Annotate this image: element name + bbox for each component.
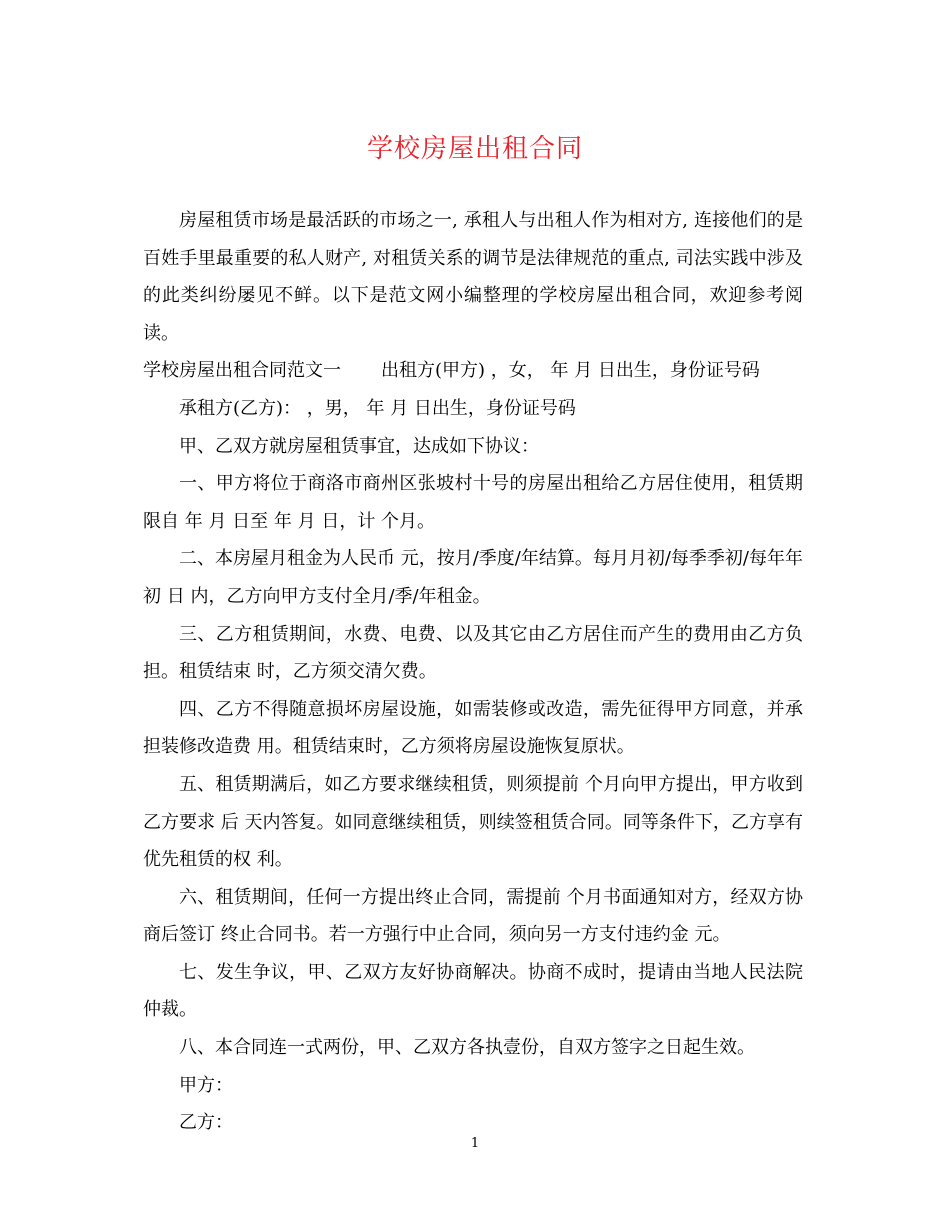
clause-2: 二、本房屋月租金为人民币 元，按月/季度/年结算。每月月初/每季季初/每年年初 日 内，乙方向甲方支付全月/季/年租金。 [143, 548, 803, 607]
clause-6: 六、租赁期间，任何一方提出终止合同，需提前 个月书面通知对方，经双方协商后签订 终止合同书。若一方强行中止合同，须向另一方支付违约金 元。 [143, 886, 803, 946]
document-title: 学校房屋出租合同 [366, 134, 583, 164]
document-body [143, 202, 803, 1142]
clause-3: 三、乙方租赁期间，水费、电费、以及其它由乙方居住而产生的费用由乙方负担。租赁结束 时，乙方须交清欠费。 [143, 623, 803, 683]
page-number: 1 [470, 1136, 480, 1151]
agreement-intro: 甲、乙双方就房屋租赁事宜，达成如下协议： [179, 435, 539, 457]
sample-heading-line [143, 352, 803, 390]
clause-8: 八、本合同连一式两份，甲、乙双方各执壹份，自双方签字之日起生效。 [179, 1037, 755, 1059]
party-a-signature-label: 甲方： [179, 1074, 233, 1096]
lessee-line: 承租方(乙方)： ，男， 年 月 日出生，身份证号码 [179, 397, 576, 419]
sample-heading: 学校房屋出租合同范文一 [143, 360, 341, 382]
party-b-signature-label: 乙方： [179, 1112, 233, 1134]
lessor-line: 出租方(甲方) ，女， 年 月 日出生，身份证号码 [381, 360, 760, 382]
clause-1: 一、甲方将位于商洛市商州区张坡村十号的房屋出租给乙方居住使用，租赁期限自 年 月 日至 年 月 日，计 个月。 [143, 473, 803, 532]
intro-paragraph: 房屋租赁市场是最活跃的市场之一, 承租人与出租人作为相对方, 连接他们的是百姓手里最重要的私人财产, 对租赁关系的调节是法律规范的重点, 司法实践中涉及的此类纠纷屡见不鲜。以下是范文网小编整理的学校房屋出租合同，欢迎参考阅读。 [143, 210, 803, 344]
clause-4: 四、乙方不得随意损坏房屋设施，如需装修或改造，需先征得甲方同意，并承担装修改造费 用。租赁结束时，乙方须将房屋设施恢复原状。 [143, 698, 803, 758]
clause-7: 七、发生争议，甲、乙双方友好协商解决。协商不成时，提请由当地人民法院仲裁。 [143, 961, 803, 1021]
clause-5: 五、租赁期满后，如乙方要求继续租赁，则须提前 个月向甲方提出，甲方收到乙方要求 后 天内答复。如同意继续租赁，则续签租赁合同。同等条件下，乙方享有优先租赁的权 利。 [143, 773, 803, 871]
